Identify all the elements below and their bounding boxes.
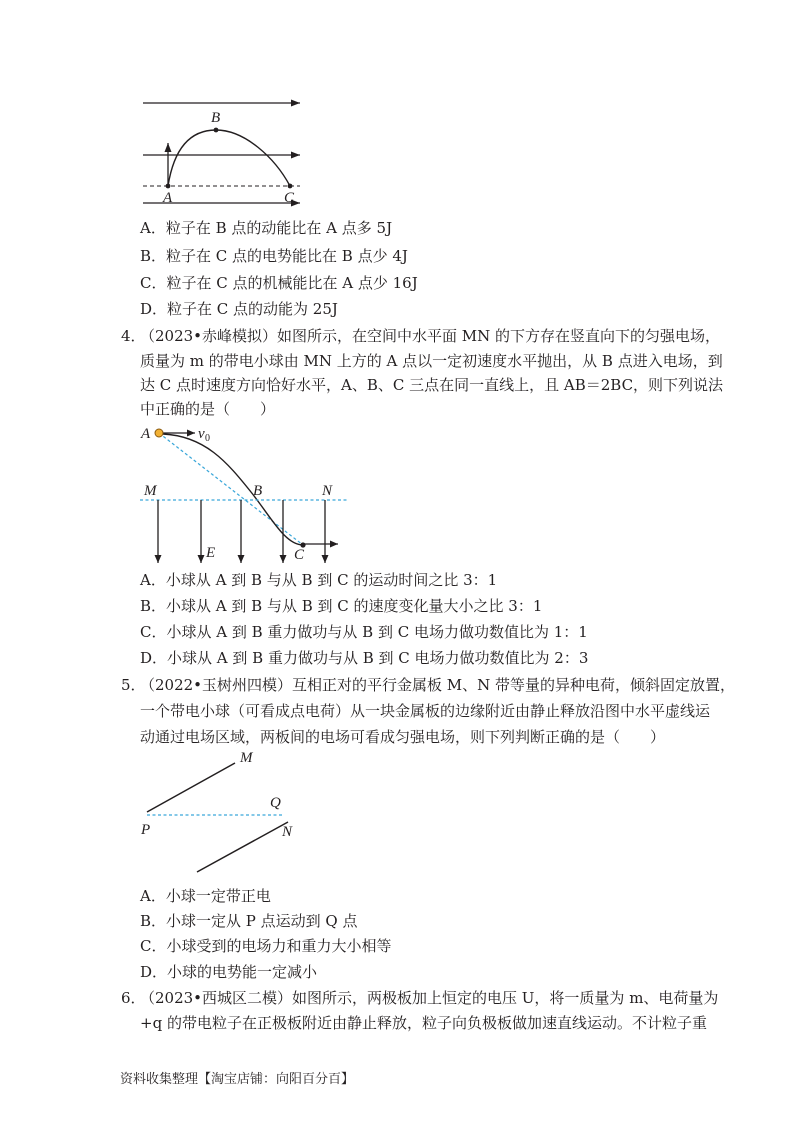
question-text-line: 达 C 点时速度方向恰好水平，A、B、C 三点在同一直线上，且 AB＝2BC，则下列说法: [140, 376, 724, 394]
option-c: C．小球受到的电场力和重力大小相等: [140, 937, 392, 955]
charged-ball: [155, 429, 163, 437]
option-d: D．小球的电势能一定减小: [140, 963, 318, 981]
trajectory-curve: [168, 130, 290, 186]
label-c: C: [294, 547, 305, 563]
question-text-line: +q 的带电粒子在正极板附近由静止释放，粒子向负极板做加速直线运动。不计粒子重: [140, 1014, 707, 1032]
label-n: N: [322, 483, 333, 499]
question-5-stem: [121, 676, 735, 694]
label-m: M: [240, 750, 253, 766]
label-e: E: [206, 545, 216, 561]
question-text-line: （2023•西城区二模）如图所示，两极板加上恒定的电压 U，将一质量为 m、电荷量为: [140, 989, 719, 1007]
question-text-line: 动通过电场区域，两板间的电场可看成匀强电场，则下列判断正确的是（ ）: [140, 728, 666, 746]
question-text-line: 中正确的是（ ）: [140, 400, 276, 418]
label-b: B: [253, 483, 263, 499]
question-text-line: （2022•玉树州四模）互相正对的平行金属板 M、N 带等量的异种电荷，倾斜固定放置，: [140, 676, 736, 694]
point-a-dot: [166, 184, 171, 189]
option-b: B．小球从 A 到 B 与从 B 到 C 的速度变化量大小之比 3：1: [140, 597, 543, 615]
question-text-line: 质量为 m 的带电小球由 MN 上方的 A 点以一定初速度水平抛出，从 B 点进入电场，到: [140, 352, 723, 370]
label-q: Q: [270, 795, 281, 811]
option-c: C．粒子在 C 点的机械能比在 A 点少 16J: [140, 274, 418, 292]
label-v: v: [198, 426, 205, 442]
option-b: B．小球一定从 P 点运动到 Q 点: [140, 912, 358, 930]
plate-n: [197, 822, 288, 872]
plate-m: [147, 763, 235, 812]
question-number: 6．: [121, 989, 146, 1007]
label-v0: [198, 426, 205, 442]
option-c: C．小球从 A 到 B 重力做功与从 B 到 C 电场力做功数值比为 1：1: [140, 623, 588, 641]
label-v-subscript: 0: [205, 433, 210, 444]
question-text-line: 一个带电小球（可看成点电荷）从一块金属板的边缘附近由静止释放沿图中水平虚线运: [140, 702, 711, 720]
point-b-dot: [214, 128, 219, 133]
option-a: A．小球从 A 到 B 与从 B 到 C 的运动时间之比 3：1: [140, 571, 498, 589]
question-4-stem: [121, 327, 720, 345]
question-text-line: （2023•赤峰模拟）如图所示，在空间中水平面 MN 的下方存在竖直向下的匀强电场，: [140, 327, 721, 345]
option-b: B．粒子在 C 点的电势能比在 B 点少 4J: [140, 247, 408, 265]
option-d: D．小球从 A 到 B 重力做功与从 B 到 C 电场力做功数值比为 2：3: [140, 649, 589, 667]
q5-parallel-plates-diagram: [135, 745, 305, 880]
q3-field-diagram: [135, 90, 310, 215]
question-number: 4．: [121, 327, 146, 345]
label-n: N: [282, 824, 293, 840]
point-c-dot: [288, 184, 293, 189]
page-footer: 资料收集整理【淘宝店铺：向阳百分百】: [120, 1072, 355, 1087]
option-a: A．粒子在 B 点的动能比在 A 点多 5J: [140, 219, 393, 237]
option-a: A．小球一定带正电: [140, 887, 271, 905]
question-number: 5．: [121, 676, 146, 694]
label-b: B: [211, 110, 221, 126]
label-a: A: [163, 190, 173, 206]
label-p: P: [141, 822, 151, 838]
question-6-stem: [121, 989, 718, 1007]
label-a: A: [141, 426, 151, 442]
label-m: M: [144, 483, 157, 499]
straight-line-a-to-c: [159, 433, 303, 545]
q4-electric-field-diagram: [135, 420, 355, 570]
option-d: D．粒子在 C 点的动能为 25J: [140, 300, 338, 318]
label-c: C: [284, 190, 295, 206]
